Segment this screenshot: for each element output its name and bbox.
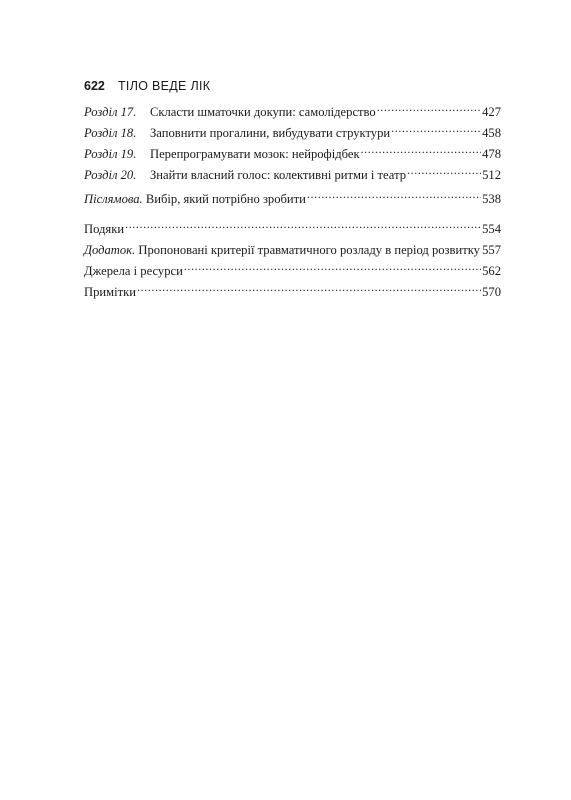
dot-leader <box>125 221 481 233</box>
toc-entry-prefix: Додаток. <box>84 243 136 257</box>
running-head <box>84 78 210 94</box>
toc-back-matter <box>84 219 501 303</box>
toc-entry-prefix: Розділ 20. <box>84 168 137 182</box>
dot-leader <box>391 125 481 137</box>
toc-entry-title: Примітки <box>84 285 136 299</box>
dot-leader <box>307 191 481 203</box>
running-title: ТІЛО ВЕДЕ ЛІК <box>117 79 211 93</box>
dot-leader <box>137 284 481 296</box>
page-number: 622 <box>84 79 105 93</box>
toc-entry-acknowledgements[interactable] <box>84 219 501 240</box>
toc-entry-title: Перепрограмувати мозок: нейрофідбек <box>150 147 360 161</box>
toc-entry-afterword[interactable] <box>84 189 501 210</box>
toc-entry-prefix: Розділ 19. <box>84 147 137 161</box>
dot-leader <box>361 146 482 158</box>
toc-entry-prefix: Розділ 17. <box>84 105 137 119</box>
toc-afterword <box>84 189 501 210</box>
toc-entry-page: 562 <box>482 264 501 278</box>
toc-entry-chapter-17[interactable] <box>84 102 501 123</box>
toc-entry-title: Заповнити прогалини, вибудувати структури <box>150 126 391 140</box>
toc-chapters <box>84 102 501 186</box>
toc-entry-page: 478 <box>482 147 501 161</box>
toc-entry-prefix: Розділ 18. <box>84 126 137 140</box>
toc-entry-sources[interactable] <box>84 261 501 282</box>
toc-entry-title: Джерела і ресурси <box>84 264 183 278</box>
toc-entry-page: 458 <box>482 126 501 140</box>
toc-entry-title: Подяки <box>84 222 125 236</box>
dot-leader <box>184 263 481 275</box>
toc-entry-page: 554 <box>482 222 501 236</box>
toc-entry-chapter-19[interactable] <box>84 144 501 165</box>
dot-leader <box>407 167 481 179</box>
toc-entry-title: Скласти шматочки докупи: самолідерство <box>150 105 376 119</box>
toc-entry-title: Знайти власний голос: колективні ритми і театр <box>150 168 407 182</box>
toc-entry-page: 538 <box>482 192 501 206</box>
toc-entry-page: 512 <box>482 168 501 182</box>
toc-entry-appendix[interactable] <box>84 240 501 261</box>
toc-entry-title: Вибір, який потрібно зробити <box>145 192 306 206</box>
toc-entry-title: Пропоновані критерії травматичного розладу в період розвитку <box>138 243 480 257</box>
dot-leader <box>377 104 481 116</box>
toc-entry-notes[interactable] <box>84 282 501 303</box>
toc-entry-chapter-18[interactable] <box>84 123 501 144</box>
toc-entry-page: 427 <box>482 105 501 119</box>
toc-entry-prefix: Післямова. <box>84 192 143 206</box>
toc-entry-page: 557 <box>482 243 501 257</box>
toc-entry-chapter-20[interactable] <box>84 165 501 186</box>
toc-entry-page: 570 <box>482 285 501 299</box>
